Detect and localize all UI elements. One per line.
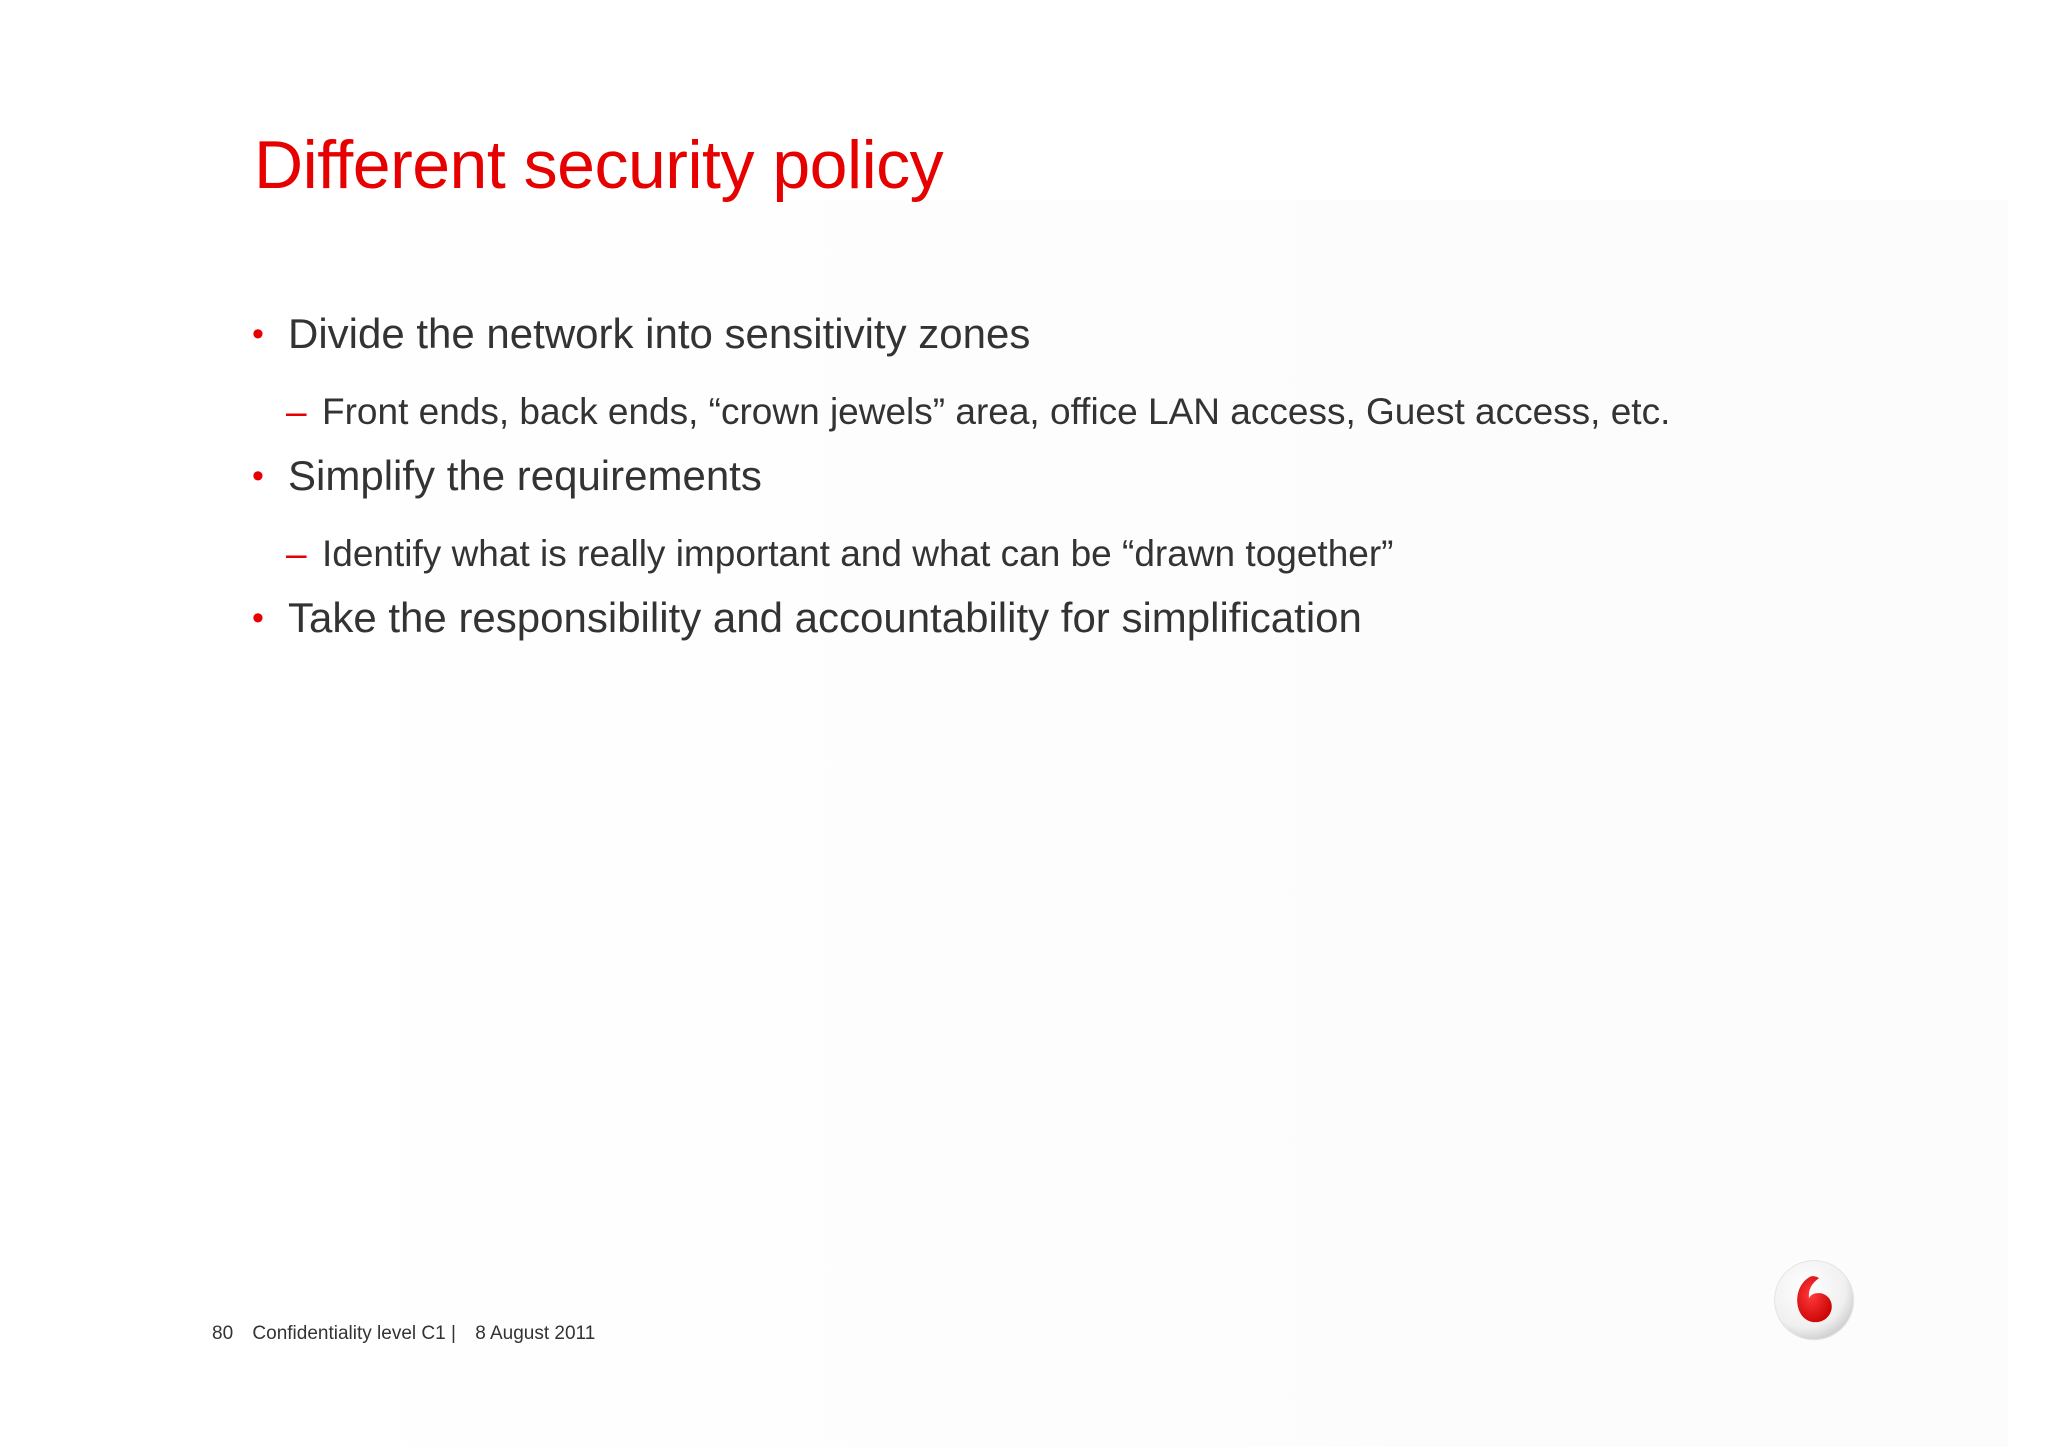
bullet-marker: • [252,315,264,353]
page-number: 80 [212,1323,234,1344]
bullet-item [252,590,1670,646]
bullet-item [252,306,1670,362]
slide-title: Different security policy [254,127,944,203]
sub-bullet-marker: – [286,533,307,574]
sub-bullet-item [252,384,1670,440]
vodafone-logo-icon [1772,1258,1856,1342]
sub-bullet-text: Front ends, back ends, “crown jewels” area, office LAN access, Guest access, etc. [322,391,1671,432]
sub-bullet-marker: – [286,391,307,432]
bullet-list [252,306,1670,646]
sub-bullet-text: Identify what is really important and what can be “drawn together” [322,533,1394,574]
bullet-item [252,448,1670,504]
bullet-text: Divide the network into sensitivity zones [288,310,1031,357]
slide-footer [212,1323,609,1345]
bullet-text: Take the responsibility and accountability for simplification [288,594,1362,641]
sub-bullet-item [252,526,1670,582]
bullet-marker: • [252,599,264,637]
bullet-text: Simplify the requirements [288,452,762,499]
footer-date: 8 August 2011 [475,1323,596,1344]
bullet-marker: • [252,457,264,495]
confidentiality-label: Confidentiality level C1 | [252,1323,456,1344]
